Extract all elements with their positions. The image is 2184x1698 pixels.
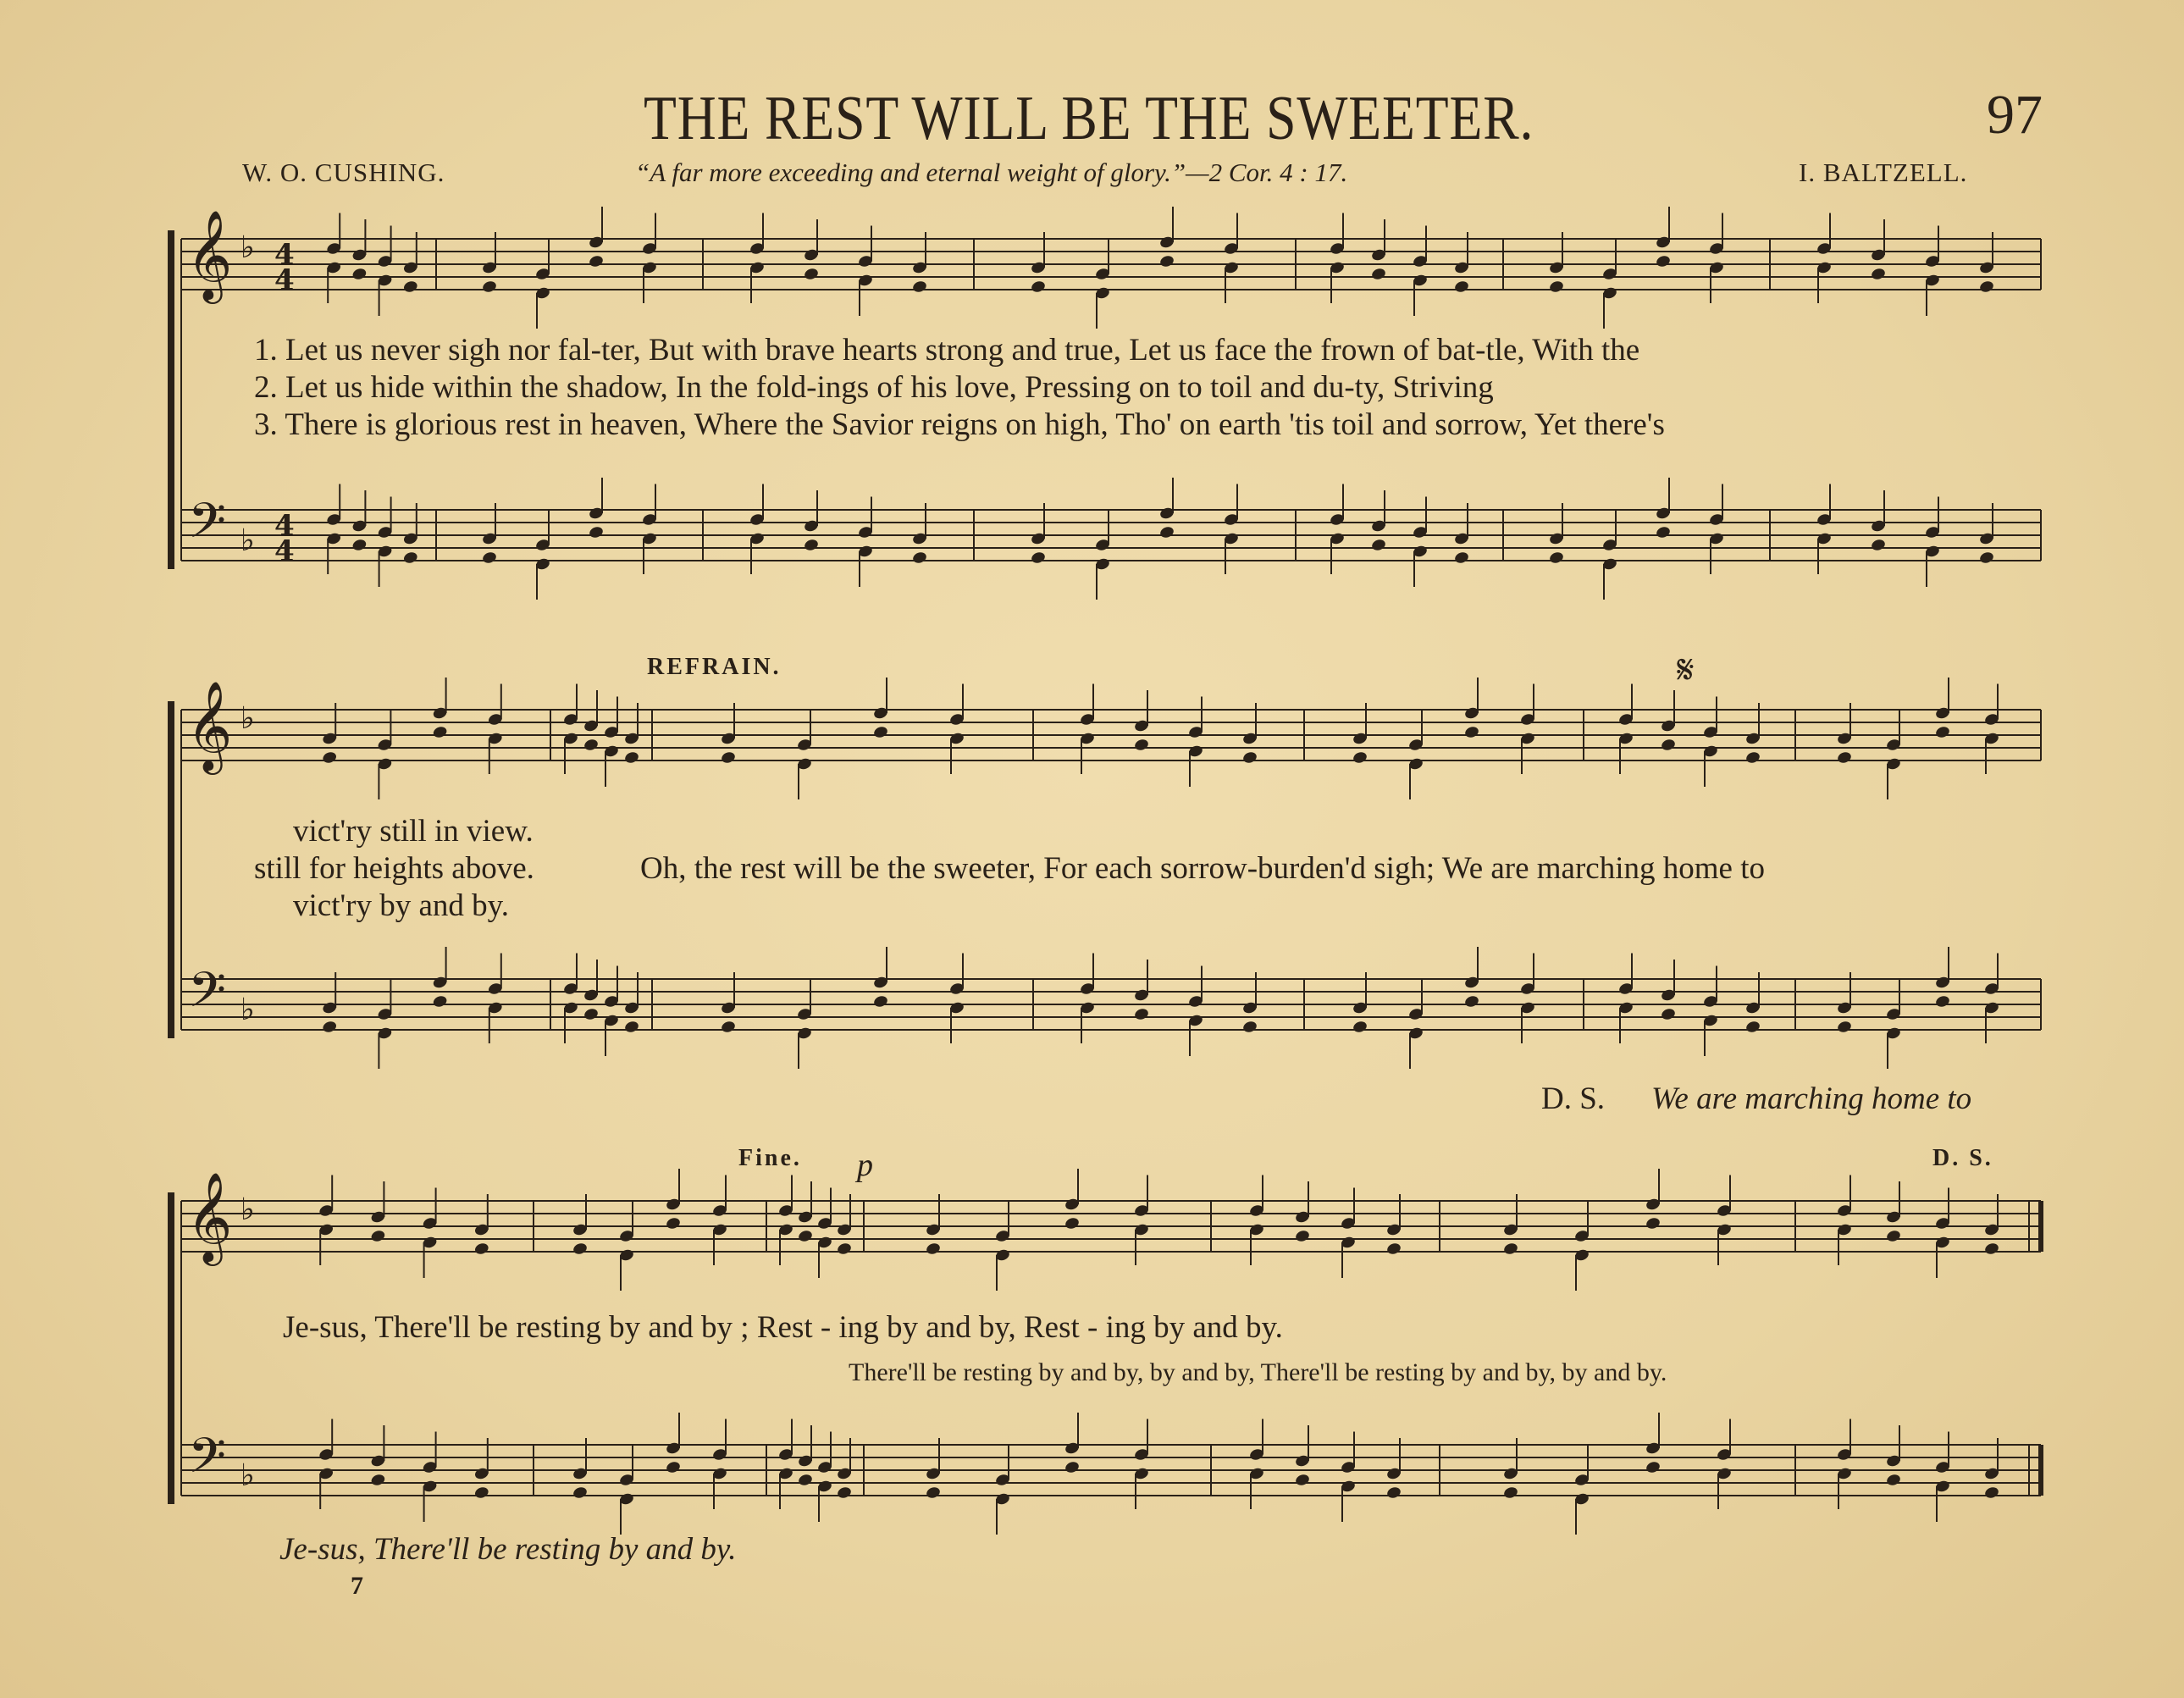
treble-notehead	[481, 279, 497, 294]
time-signature-numerator: 4	[274, 238, 295, 272]
treble-notehead	[1370, 267, 1386, 281]
bass-notehead	[1463, 994, 1479, 1009]
treble-notehead	[1463, 725, 1479, 739]
bass-notehead	[836, 1485, 852, 1500]
bass-notehead	[1352, 1020, 1368, 1034]
bass-notehead	[1030, 550, 1046, 565]
bass-notehead	[665, 1460, 681, 1474]
ds-lyric: We are marching home to	[1651, 1081, 1972, 1116]
verse2-ending: still for heights above.	[254, 851, 534, 886]
bass-notehead	[1978, 550, 1994, 565]
bass-notehead	[481, 550, 497, 565]
treble-notehead	[1453, 279, 1469, 294]
refrain-lyric-line1: Je-sus, There'll be resting by and by ; Rest - ing by and by, Rest - ing by and by.	[283, 1310, 1283, 1345]
treble-notehead	[1064, 1216, 1080, 1231]
flat-sign: ♭	[241, 993, 255, 1027]
verse3-ending: vict'ry by and by.	[293, 888, 509, 923]
treble-notehead	[720, 750, 736, 765]
verse3-line: 3. There is glorious rest in heaven, Where the Savior reigns on high, Tho' on earth 'tis toil and sorrow, Yet there's	[254, 407, 1665, 442]
flat-sign: ♭	[241, 523, 255, 558]
bass-notehead	[1660, 1007, 1676, 1021]
bass-clef: 𝄢	[188, 1427, 227, 1496]
bass-notehead	[1064, 1460, 1080, 1474]
bass-notehead	[1836, 1020, 1852, 1034]
treble-notehead	[588, 254, 604, 268]
bass-notehead	[1885, 1473, 1901, 1487]
treble-notehead	[1352, 750, 1368, 765]
footer-mark: 7	[351, 1572, 363, 1600]
refrain-lyric: Oh, the rest will be the sweeter, For each sorrow-burden'd sigh; We are marching home to	[640, 851, 1765, 886]
treble-notehead	[797, 1229, 813, 1243]
treble-notehead	[1294, 1229, 1310, 1243]
bass-clef: 𝄢	[188, 961, 227, 1031]
bass-notehead	[588, 525, 604, 539]
fine-label: Fine.	[738, 1145, 802, 1171]
treble-notehead	[1548, 279, 1564, 294]
ds-prefix: D. S.	[1541, 1081, 1606, 1116]
bass-notehead	[432, 994, 448, 1009]
bass-notehead	[925, 1485, 941, 1500]
treble-notehead	[1885, 1229, 1901, 1243]
bass-notehead	[623, 1020, 639, 1034]
treble-notehead	[322, 750, 338, 765]
treble-notehead	[1030, 279, 1046, 294]
bass-notehead	[572, 1485, 588, 1500]
bass-notehead	[1370, 538, 1386, 552]
bass-notehead	[911, 550, 927, 565]
treble-notehead	[872, 725, 888, 739]
bass-notehead	[720, 1020, 736, 1034]
treble-notehead	[1655, 254, 1671, 268]
treble-notehead	[1158, 254, 1175, 268]
treble-notehead	[1645, 1216, 1661, 1231]
bass-notehead	[1934, 994, 1950, 1009]
bass-notehead	[872, 994, 888, 1009]
flat-sign: ♭	[241, 1458, 255, 1493]
bass-notehead	[1983, 1485, 1999, 1500]
bass-notehead	[1645, 1460, 1661, 1474]
treble-notehead	[1978, 279, 1994, 294]
bass-notehead	[797, 1473, 813, 1487]
treble-notehead	[1133, 738, 1149, 752]
treble-notehead	[803, 267, 819, 281]
bass-notehead	[1870, 538, 1886, 552]
bass-notehead	[1502, 1485, 1518, 1500]
treble-notehead	[1744, 750, 1761, 765]
treble-notehead	[1934, 725, 1950, 739]
time-signature-denominator: 4	[274, 263, 295, 297]
treble-notehead	[1983, 1242, 1999, 1256]
dynamic-piano: p	[857, 1148, 873, 1183]
bass-notehead	[1744, 1020, 1761, 1034]
treble-notehead	[370, 1229, 386, 1243]
treble-notehead	[572, 1242, 588, 1256]
treble-clef: 𝄞	[186, 1171, 233, 1262]
bass-notehead	[1241, 1020, 1258, 1034]
bass-notehead	[1385, 1485, 1402, 1500]
bass-notehead	[1133, 1007, 1149, 1021]
treble-notehead	[623, 750, 639, 765]
hymn-title: THE REST WILL BE THE SWEETER.	[644, 84, 1534, 153]
author-credit: W. O. CUSHING.	[242, 158, 445, 187]
verse1-ending: vict'ry still in view.	[293, 814, 534, 849]
bass-notehead	[322, 1020, 338, 1034]
bass-notehead	[1655, 525, 1671, 539]
treble-notehead	[473, 1242, 489, 1256]
bass-clef: 𝄢	[188, 492, 227, 561]
bass-notehead	[1548, 550, 1564, 565]
bass-notehead	[1294, 1473, 1310, 1487]
treble-notehead	[911, 279, 927, 294]
treble-notehead	[1870, 267, 1886, 281]
treble-notehead	[402, 279, 418, 294]
verse1-line: 1. Let us never sigh nor fal-ter, But with brave hearts strong and true, Let us face the frown of bat-tle, With the	[254, 333, 1640, 368]
flat-sign: ♭	[241, 701, 255, 736]
treble-notehead	[1660, 738, 1676, 752]
verse2-line: 2. Let us hide within the shadow, In the fold-ings of his love, Pressing on to toil and du-ty, Striving	[254, 370, 1494, 405]
treble-notehead	[1836, 750, 1852, 765]
bass-notehead	[1453, 550, 1469, 565]
ds-label: D. S.	[1932, 1145, 1993, 1171]
time-signature-denominator: 4	[274, 534, 295, 568]
treble-clef: 𝄞	[186, 680, 233, 771]
refrain-lyric-line2: There'll be resting by and by, by and by, There'll be resting by and by, by and by.	[849, 1358, 1667, 1386]
treble-notehead	[925, 1242, 941, 1256]
treble-notehead	[432, 725, 448, 739]
treble-notehead	[1241, 750, 1258, 765]
flat-sign: ♭	[241, 1192, 255, 1227]
treble-notehead	[1385, 1242, 1402, 1256]
composer-credit: I. BALTZELL.	[1799, 158, 1968, 187]
footer-lyric: Je-sus, There'll be resting by and by.	[279, 1532, 737, 1567]
segno-sign: 𝄋	[1677, 648, 1695, 693]
treble-clef: 𝄞	[186, 209, 233, 300]
flat-sign: ♭	[241, 230, 255, 265]
page-number: 97	[1987, 84, 2043, 146]
treble-notehead	[836, 1242, 852, 1256]
treble-notehead	[665, 1216, 681, 1231]
bass-notehead	[803, 538, 819, 552]
treble-notehead	[1502, 1242, 1518, 1256]
bass-notehead	[583, 1007, 599, 1021]
scripture-epigraph: “A far more exceeding and eternal weight of glory.”—2 Cor. 4 : 17.	[635, 158, 1348, 187]
refrain-label: REFRAIN.	[647, 654, 782, 680]
bass-notehead	[473, 1485, 489, 1500]
bass-notehead	[370, 1473, 386, 1487]
bass-notehead	[1158, 525, 1175, 539]
bass-notehead	[351, 538, 368, 552]
bass-notehead	[402, 550, 418, 565]
treble-notehead	[583, 738, 599, 752]
treble-notehead	[351, 267, 368, 281]
time-signature-numerator: 4	[274, 509, 295, 543]
